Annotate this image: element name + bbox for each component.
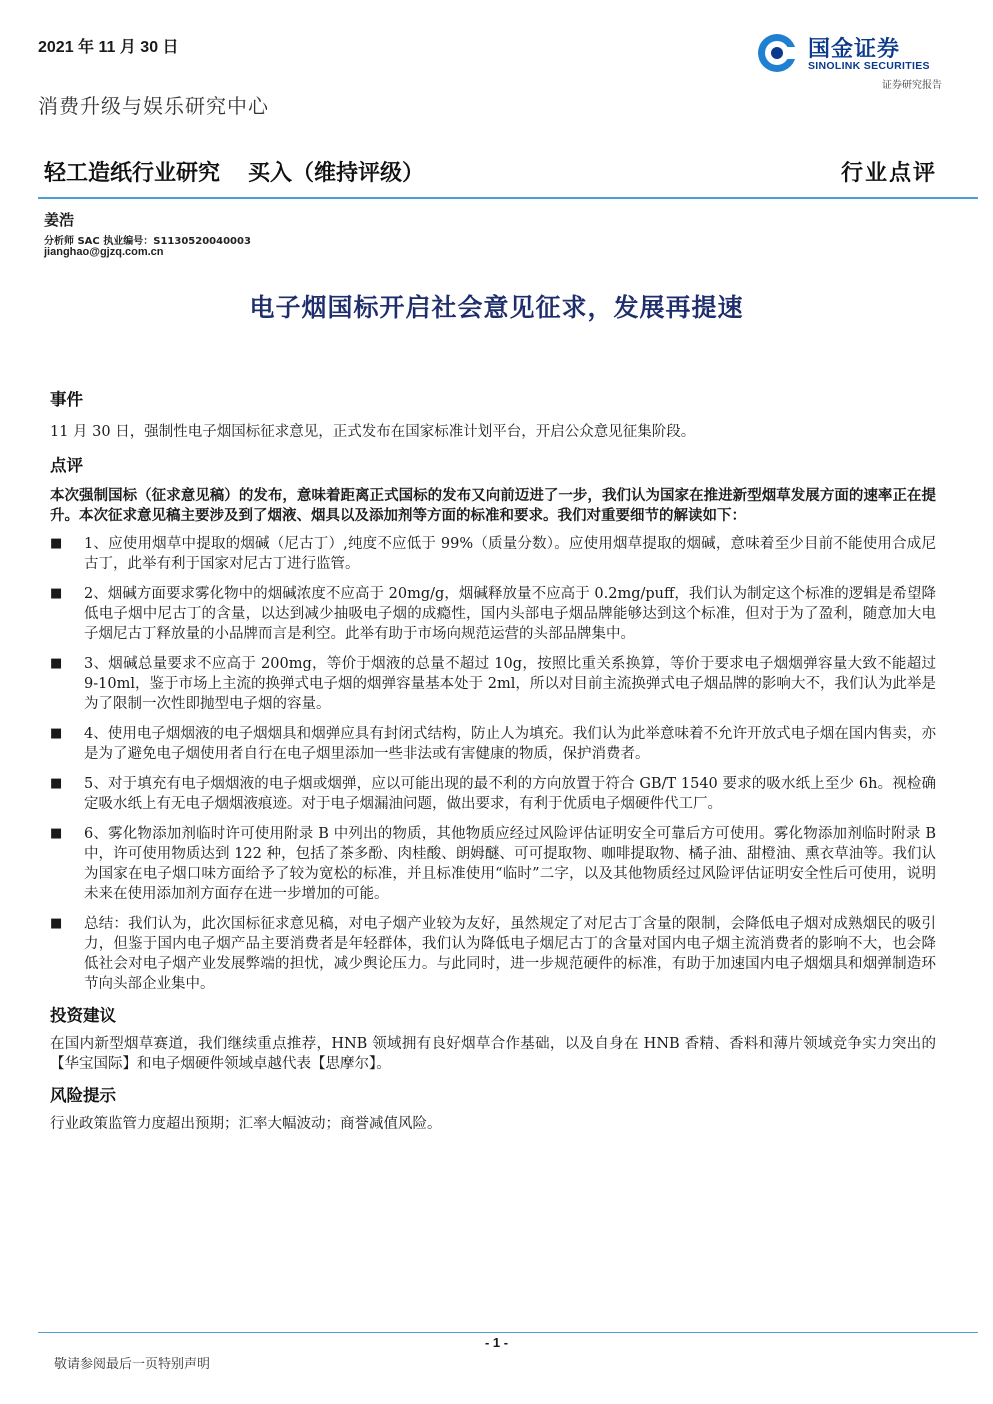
rating-label: 买入（维持评级） [248, 161, 425, 186]
bullet-square-icon: ■ [50, 656, 63, 671]
bullet-text: 5、对于填充有电子烟烟液的电子烟或烟弹，应以可能出现的最不利的方向放置于符合 GB/T 1540 要求的吸水纸上至少 6h。视检确定吸水纸上有无电子烟烟液痕迹。对于电子烟漏油问题，做出要求，有利于优质电子烟硬件代工厂。 [84, 776, 936, 812]
list-item [50, 724, 936, 764]
bullet-square-icon: ■ [50, 826, 63, 841]
logo-mark-icon [756, 32, 798, 74]
analyst-sac-number: 分析师 SAC 执业编号：S1130520040003 [44, 236, 251, 247]
report-date: 2021 年 11 月 30 日 [38, 39, 179, 56]
disclaimer-note: 敬请参阅最后一页特别声明 [54, 1357, 211, 1372]
section-title-comment: 点评 [50, 456, 83, 475]
report-headline: 电子烟国标开启社会意见征求，发展再提速 [249, 293, 744, 322]
header-divider [38, 197, 978, 199]
industry-label: 轻工造纸行业研究 [44, 161, 221, 186]
logo-name-cn: 国金证券 [808, 37, 901, 62]
risk-text: 行业政策监管力度超出预期；汇率大幅波动；商誉减值风险。 [50, 1116, 442, 1132]
logo-subtitle: 证券研究报告 [882, 80, 942, 91]
investment-text: 在国内新型烟草赛道，我们继续重点推荐，HNB 领域拥有良好烟草合作基础，以及自身在 HNB 香精、香料和薄片领域竞争实力突出的【华宝国际】和电子烟硬件领域卓越代表【思摩尔】。 [50, 1036, 936, 1072]
bullet-text: 总结：我们认为，此次国标征求意见稿，对电子烟产业较为友好，虽然规定了对尼古丁含量的限制，会降低电子烟对成熟烟民的吸引力，但鉴于国内电子烟产品主要消费者是年轻群体，我们认为降低电子烟尼古丁的含量对国内电子烟主流消费者的影响不大，也会降低社会对电子烟产业发展弊端的担忧，减少舆论压力。与此同时，进一步规范硬件的标准，有助于加速国内电子烟烟具和烟弹制造环节向头部企业集中。 [84, 916, 936, 992]
research-center-name: 消费升级与娱乐研究中心 [38, 94, 269, 118]
list-item [50, 774, 936, 814]
comment-intro: 本次强制国标（征求意见稿）的发布，意味着距离正式国标的发布又向前迈进了一步，我们认为国家在推进新型烟草发展方面的速率正在提升。本次征求意见稿主要涉及到了烟液、烟具以及添加剂等方面的标准和要求。我们对重要细节的解读如下： [50, 487, 936, 524]
bullet-text: 4、使用电子烟烟液的电子烟烟具和烟弹应具有封闭式结构，防止人为填充。我们认为此举意味着不允许开放式电子烟在国内售卖，亦是为了避免电子烟使用者自行在电子烟里添加一些非法或有害健康的物质，保护消费者。 [84, 726, 936, 762]
event-text: 11 月 30 日，强制性电子烟国标征求意见，正式发布在国家标准计划平台，开启公众意见征集阶段。 [50, 424, 696, 440]
report-type: 行业点评 [840, 161, 937, 186]
analyst-email[interactable]: jianghao@gjzq.com.cn [44, 246, 164, 258]
list-item [50, 914, 936, 994]
section-title-investment: 投资建议 [50, 1006, 116, 1025]
bullet-square-icon: ■ [50, 586, 63, 601]
analyst-name: 姜浩 [44, 211, 75, 229]
bullet-square-icon: ■ [50, 916, 63, 931]
section-title-event: 事件 [50, 390, 83, 409]
list-item [50, 654, 936, 714]
report-body [50, 386, 936, 1134]
bullet-text: 2、烟碱方面要求雾化物中的烟碱浓度不应高于 20mg/g，烟碱释放量不应高于 0.2mg/puff，我们认为制定这个标准的逻辑是希望降低电子烟中尼古丁的含量，以达到减少抽吸电子烟的成瘾性，国内头部电子烟品牌能够达到这个标准，但对于为了盈利，随意加大电子烟尼古丁释放量的小品牌而言是利空。此举有助于市场向规范运营的头部品牌集中。 [84, 586, 936, 642]
page-number: - 1 - [484, 1335, 509, 1350]
section-title-risk: 风险提示 [50, 1086, 116, 1105]
bullet-square-icon: ■ [50, 536, 63, 551]
logo-name-en: SINOLINK SECURITIES [808, 60, 930, 72]
footer-divider [38, 1332, 978, 1333]
list-item [50, 534, 936, 574]
report-title-bar [44, 156, 424, 187]
bullet-square-icon: ■ [50, 776, 63, 791]
company-logo [756, 30, 946, 92]
bullet-square-icon: ■ [50, 726, 63, 741]
bullet-text: 3、烟碱总量要求不应高于 200mg，等价于烟液的总量不超过 10g，按照比重关系换算，等价于要求电子烟烟弹容量大致不能超过 9-10ml，鉴于市场上主流的换弹式电子烟的烟弹容量基本处于 2ml，所以对目前主流换弹式电子烟品牌的影响大不，我们认为此举是为了限制一次性即抛型电子烟的容量。 [84, 656, 936, 712]
bullet-text: 6、雾化物添加剂临时许可使用附录 B 中列出的物质，其他物质应经过风险评估证明安全可靠后方可使用。雾化物添加剂临时附录 B 中，许可使用物质达到 122 种，包括了茶多酚、肉桂酸、朗姆醚、可可提取物、咖啡提取物、橘子油、甜橙油、熏衣草油等。我们认为国家在电子烟口味方面给予了较为宽松的标准，并且标准使用“临时”二字，以及其他物质经过风险评估证明安全性后可使用，说明未来在使用添加剂方面存在进一步增加的可能。 [84, 826, 936, 902]
list-item [50, 824, 936, 904]
bullet-text: 1、应使用烟草中提取的烟碱（尼古丁）,纯度不应低于 99%（质量分数）。应使用烟草提取的烟碱，意味着至少目前不能使用合成尼古丁，此举有利于国家对尼古丁进行监管。 [84, 536, 936, 572]
list-item [50, 584, 936, 644]
